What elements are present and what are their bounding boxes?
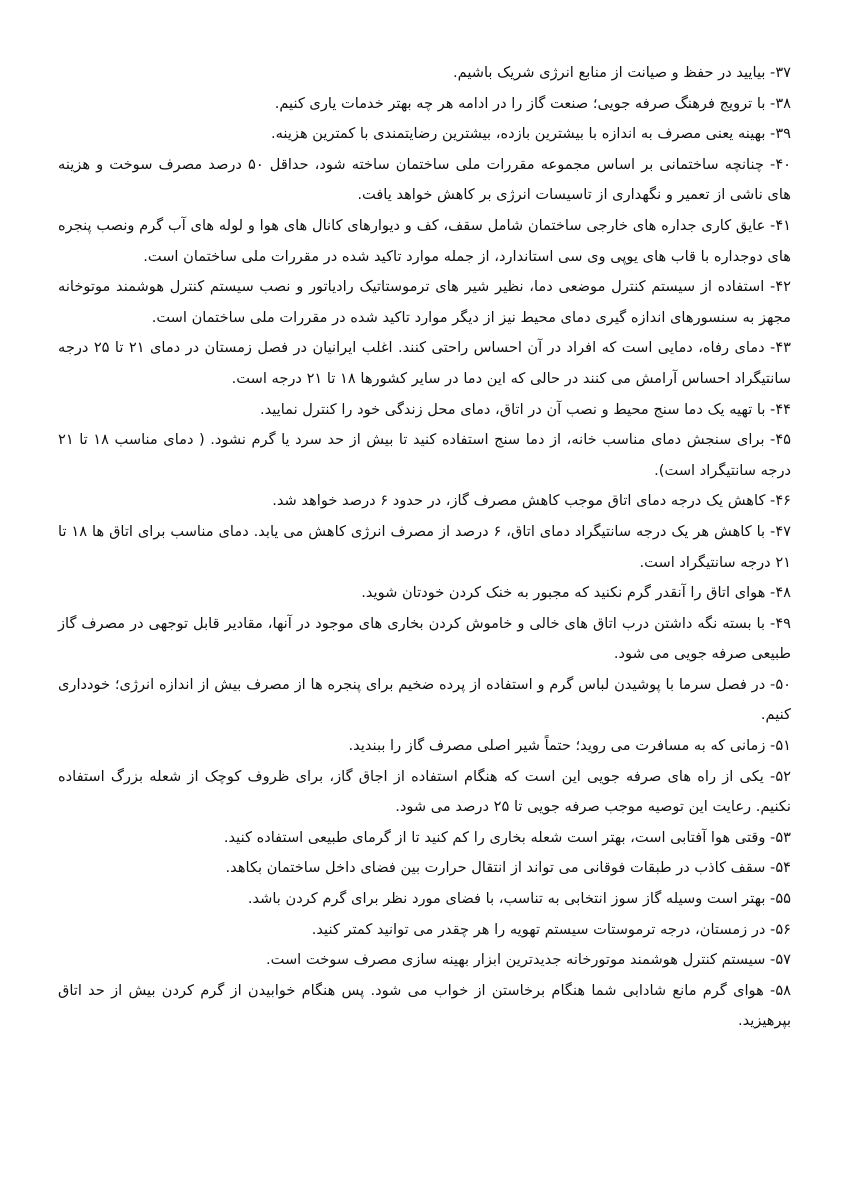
tip-paragraph-55: ۵۵- بهتر است وسیله گاز سوز انتخابی به تناسب، با فضای مورد نظر برای گرم کردن باشد. — [247, 890, 791, 908]
tip-paragraph-48: ۴۸- هوای اتاق را آنقدر گرم نکنید که مجبور به خنک کردن خودتان شوید. — [361, 584, 791, 602]
tip-paragraph-37: ۳۷- بیایید در حفظ و صیانت از منابع انرژی شریک باشیم. — [453, 64, 791, 81]
tip-paragraph-39: ۳۹- بهینه یعنی مصرف به اندازه با بیشترین بازده، بیشترین رضایتمندی با کمترین هزینه. — [270, 125, 791, 143]
tip-paragraph-38: ۳۸- با ترویج فرهنگ صرفه جویی؛ صنعت گاز را در ادامه هر چه بهتر خدمات یاری کنیم. — [274, 94, 791, 112]
tip-paragraph-41: ۴۱- عایق کاری جداره های خارجی ساختمان شامل سقف، کف و دیوارهای کانال های هوا و لوله های آب گرم ونصب پنجره های دوجداره با قاب های یوپی وی سی استاندارد، از جمله موارد تاکید شده در مقررات ملی ساختمان است. — [58, 216, 791, 265]
tip-paragraph-47: ۴۷- با کاهش هر یک درجه سانتیگراد دمای اتاق، ۶ درصد از مصرف انرژی کاهش می یابد. دمای مناسب برای اتاق ها ۱۸ تا ۲۱ درجه سانتیگراد است. — [58, 522, 791, 571]
tip-paragraph-43: ۴۳- دمای رفاه، دمایی است که افراد در آن احساس راحتی کنند. اغلب ایرانیان در فصل زمستان در دمای ۲۱ تا ۲۵ درجه سانتیگراد احساس آرامش می کنند در حالی که این دما در سایر کشورها ۱۸ تا ۲۱ درجه است. — [58, 339, 791, 387]
tip-paragraph-53: ۵۳- وقتی هوا آفتابی است، بهتر است شعله بخاری را کم کنید تا از گرمای طبیعی استفاده کنید. — [223, 828, 791, 846]
tip-paragraph-52: ۵۲- یکی از راه های صرفه جویی این است که هنگام استفاده از اجاق گاز، برای ظروف کوچک از شعله بزرگ استفاده نکنیم. رعایت این توصیه موجب صرفه جویی تا ۲۵ درصد می شود. — [58, 767, 791, 816]
tip-paragraph-56: ۵۶- در زمستان، درجه ترموستات سیستم تهویه را هر چقدر می توانید کمتر کنید. — [311, 920, 791, 938]
tip-paragraph-49: ۴۹- با بسته نگه داشتن درب اتاق های خالی و خاموش کردن بخاری های موجود در آنها، مقادیر قابل توجهی در مصرف گاز طبیعی صرفه جویی می شود. — [58, 614, 791, 663]
tip-paragraph-45: ۴۵- برای سنجش دمای مناسب خانه، از دما سنج استفاده کنید تا بیش از حد سرد یا گرم نشود. ( دمای مناسب ۱۸ تا ۲۱ درجه سانتیگراد است). — [58, 431, 791, 479]
tip-paragraph-44: ۴۴- با تهیه یک دما سنج محیط و نصب آن در اتاق، دمای محل زندگی خود را کنترل نمایید. — [259, 400, 791, 418]
tip-paragraph-40: ۴۰- چنانچه ساختمانی بر اساس مجموعه مقررات ملی ساختمان ساخته شود، حداقل ۵۰ درصد مصرف سوخت و هزینه های ناشی از تعمیر و نگهداری از تاسیسات انرژی بر کاهش خواهد یافت. — [58, 155, 791, 204]
tip-paragraph-46: ۴۶- کاهش یک درجه دمای اتاق موجب کاهش مصرف گاز، در حدود ۶ درصد خواهد شد. — [272, 492, 791, 510]
tip-paragraph-51: ۵۱- زمانی که به مسافرت می روید؛ حتماً شیر اصلی مصرف گاز را ببندید. — [348, 737, 791, 755]
tip-paragraph-58: ۵۸- هوای گرم مانع شادابی شما هنگام برخاستن از خواب می شود. پس هنگام خوابیدن از گرم کردن بیش از حد اتاق بپرهیزید. — [58, 981, 791, 1030]
tip-paragraph-50: ۵۰- در فصل سرما با پوشیدن لباس گرم و استفاده از پرده ضخیم برای پنجره ها از مصرف بیش از اندازه انرژی؛ خودداری کنیم. — [58, 675, 791, 724]
tip-paragraph-54: ۵۴- سقف کاذب در طبقات فوقانی می تواند از انتقال حرارت بین فضای داخل ساختمان بکاهد. — [225, 859, 791, 877]
tip-paragraph-57: ۵۷- سیستم کنترل هوشمند موتورخانه جدیدترین ابزار بهینه سازی مصرف سوخت است. — [265, 951, 791, 969]
document-page — [58, 58, 791, 1037]
tip-paragraph-42: ۴۲- استفاده از سیستم کنترل موضعی دما، نظیر شیر های ترموستاتیک رادیاتور و نصب سیستم کنترل هوشمند موتوخانه مجهز به سنسورهای اندازه گیری دمای محیط نیز از دیگر موارد تاکید شده در مقررات ملی ساختمان است. — [58, 278, 791, 326]
